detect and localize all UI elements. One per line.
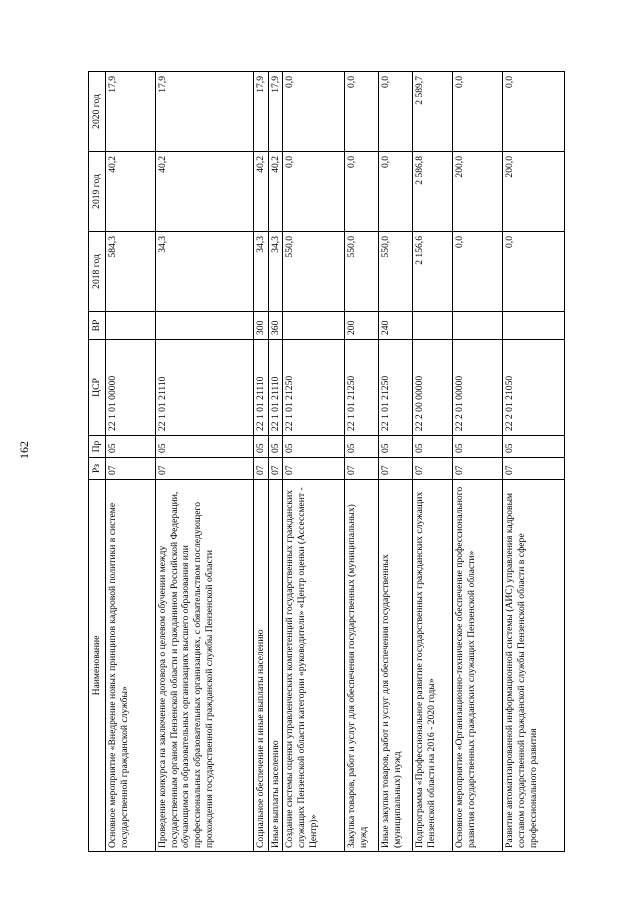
row-vr: 300 bbox=[254, 312, 269, 340]
row-csr: 22 1 01 21110 bbox=[254, 340, 269, 436]
row-2019: 2 586,8 bbox=[413, 152, 453, 232]
row-csr: 22 1 01 00000 bbox=[106, 340, 156, 436]
row-2019: 0,0 bbox=[345, 152, 379, 232]
row-vr: 360 bbox=[268, 312, 283, 340]
row-csr: 22 2 00 00000 bbox=[413, 340, 453, 436]
table-row bbox=[156, 72, 254, 852]
header-name: Наименование bbox=[89, 480, 106, 852]
table-row bbox=[283, 72, 345, 852]
row-csr: 22 1 01 21110 bbox=[156, 340, 254, 436]
row-name: Основное мероприятие «Организационно-техническое обеспечение профессионального развития государственных гражданских служащих Пензенской области» bbox=[453, 480, 503, 852]
header-2018: 2018 год bbox=[89, 232, 106, 312]
row-rz: 07 bbox=[254, 458, 269, 480]
row-rz: 07 bbox=[453, 458, 503, 480]
row-2019: 40,2 bbox=[254, 152, 269, 232]
row-csr: 22 2 01 00000 bbox=[453, 340, 503, 436]
header-2020: 2020 год bbox=[89, 72, 106, 152]
row-2020: 17,9 bbox=[268, 72, 283, 152]
row-name: Проведение конкурса на заключение договора о целевом обучении между государственным органом Пензенской области и гражданином Российской Федерации, обучающимся в образовательных организациях высшего образования или профессиональных образовательных организациях, с обязательством последующего прохождения государственной гражданской службы Пензенской области bbox=[156, 480, 254, 852]
row-rz: 07 bbox=[345, 458, 379, 480]
row-2019: 0,0 bbox=[283, 152, 345, 232]
row-pr: 05 bbox=[413, 436, 453, 458]
row-2020: 17,9 bbox=[254, 72, 269, 152]
row-pr: 05 bbox=[156, 436, 254, 458]
row-vr bbox=[283, 312, 345, 340]
row-name: Иные закупки товаров, работ и услуг для обеспечения государственных (муниципальных) нужд bbox=[379, 480, 413, 852]
row-name: Иные выплаты населению bbox=[268, 480, 283, 852]
row-pr: 05 bbox=[106, 436, 156, 458]
row-rz: 07 bbox=[379, 458, 413, 480]
page-number: 162 bbox=[17, 441, 31, 459]
row-csr: 22 1 01 21250 bbox=[379, 340, 413, 436]
row-csr: 22 1 01 21250 bbox=[345, 340, 379, 436]
row-vr bbox=[453, 312, 503, 340]
table-row bbox=[345, 72, 379, 852]
row-2018: 34,3 bbox=[268, 232, 283, 312]
row-vr bbox=[503, 312, 565, 340]
row-rz: 07 bbox=[268, 458, 283, 480]
table-container bbox=[88, 72, 588, 852]
row-csr: 22 2 01 21050 bbox=[503, 340, 565, 436]
row-csr: 22 1 01 21110 bbox=[268, 340, 283, 436]
row-name: Основное мероприятие «Внедрение новых принципов кадровой политики в системе государственной гражданской службы» bbox=[106, 480, 156, 852]
row-pr: 05 bbox=[453, 436, 503, 458]
row-2019: 200,0 bbox=[453, 152, 503, 232]
table-row bbox=[106, 72, 156, 852]
row-2018: 2 156,6 bbox=[413, 232, 453, 312]
table-row bbox=[254, 72, 269, 852]
row-2018: 34,3 bbox=[156, 232, 254, 312]
header-vr: ВР bbox=[89, 312, 106, 340]
table-row bbox=[413, 72, 453, 852]
row-vr: 240 bbox=[379, 312, 413, 340]
row-name: Социальное обеспечение и иные выплаты населению bbox=[254, 480, 269, 852]
row-pr: 05 bbox=[254, 436, 269, 458]
row-name: Закупка товаров, работ и услуг для обеспечения государственных (муниципальных) нужд bbox=[345, 480, 379, 852]
row-vr bbox=[106, 312, 156, 340]
rotated-table-frame bbox=[88, 72, 588, 852]
row-name: Подпрограмма «Профессиональное развитие государственных гражданских служащих Пензенской области на 2016 - 2020 годы» bbox=[413, 480, 453, 852]
table-row bbox=[453, 72, 503, 852]
row-2018: 34,3 bbox=[254, 232, 269, 312]
row-2020: 2 589,7 bbox=[413, 72, 453, 152]
row-csr: 22 1 01 21250 bbox=[283, 340, 345, 436]
row-2019: 40,2 bbox=[156, 152, 254, 232]
table-row bbox=[503, 72, 565, 852]
row-rz: 07 bbox=[106, 458, 156, 480]
budget-table bbox=[88, 71, 565, 852]
row-2020: 0,0 bbox=[453, 72, 503, 152]
row-pr: 05 bbox=[283, 436, 345, 458]
row-2018: 550,0 bbox=[283, 232, 345, 312]
row-2019: 200,0 bbox=[503, 152, 565, 232]
row-2019: 40,2 bbox=[106, 152, 156, 232]
row-2019: 40,2 bbox=[268, 152, 283, 232]
row-vr: 200 bbox=[345, 312, 379, 340]
row-2020: 0,0 bbox=[345, 72, 379, 152]
row-vr bbox=[413, 312, 453, 340]
header-rz: Рз bbox=[89, 458, 106, 480]
row-2018: 0,0 bbox=[453, 232, 503, 312]
row-rz: 07 bbox=[413, 458, 453, 480]
row-2020: 17,9 bbox=[156, 72, 254, 152]
row-rz: 07 bbox=[503, 458, 565, 480]
row-rz: 07 bbox=[156, 458, 254, 480]
row-2020: 0,0 bbox=[283, 72, 345, 152]
header-pr: Пр bbox=[89, 436, 106, 458]
row-pr: 05 bbox=[345, 436, 379, 458]
header-row bbox=[89, 72, 106, 852]
row-rz: 07 bbox=[283, 458, 345, 480]
table-row bbox=[379, 72, 413, 852]
header-2019: 2019 год bbox=[89, 152, 106, 232]
row-pr: 05 bbox=[268, 436, 283, 458]
row-name: Развитие автоматизированной информационной системы (АИС) управления кадровым составом государственной гражданской службы Пензенской области в сфере профессионального развития bbox=[503, 480, 565, 852]
header-csr: ЦСР bbox=[89, 340, 106, 436]
row-pr: 05 bbox=[503, 436, 565, 458]
row-2020: 0,0 bbox=[379, 72, 413, 152]
row-2018: 0,0 bbox=[503, 232, 565, 312]
table-row bbox=[268, 72, 283, 852]
row-pr: 05 bbox=[379, 436, 413, 458]
row-name: Создание системы оценки управленческих компетенций государственных гражданских служащих Пензенской области категории «руководители» «Центр оценки (Ассессмент - Центр)» bbox=[283, 480, 345, 852]
row-vr bbox=[156, 312, 254, 340]
row-2018: 550,0 bbox=[345, 232, 379, 312]
row-2018: 584,3 bbox=[106, 232, 156, 312]
row-2019: 0,0 bbox=[379, 152, 413, 232]
row-2020: 17,9 bbox=[106, 72, 156, 152]
row-2018: 550,0 bbox=[379, 232, 413, 312]
row-2020: 0,0 bbox=[503, 72, 565, 152]
